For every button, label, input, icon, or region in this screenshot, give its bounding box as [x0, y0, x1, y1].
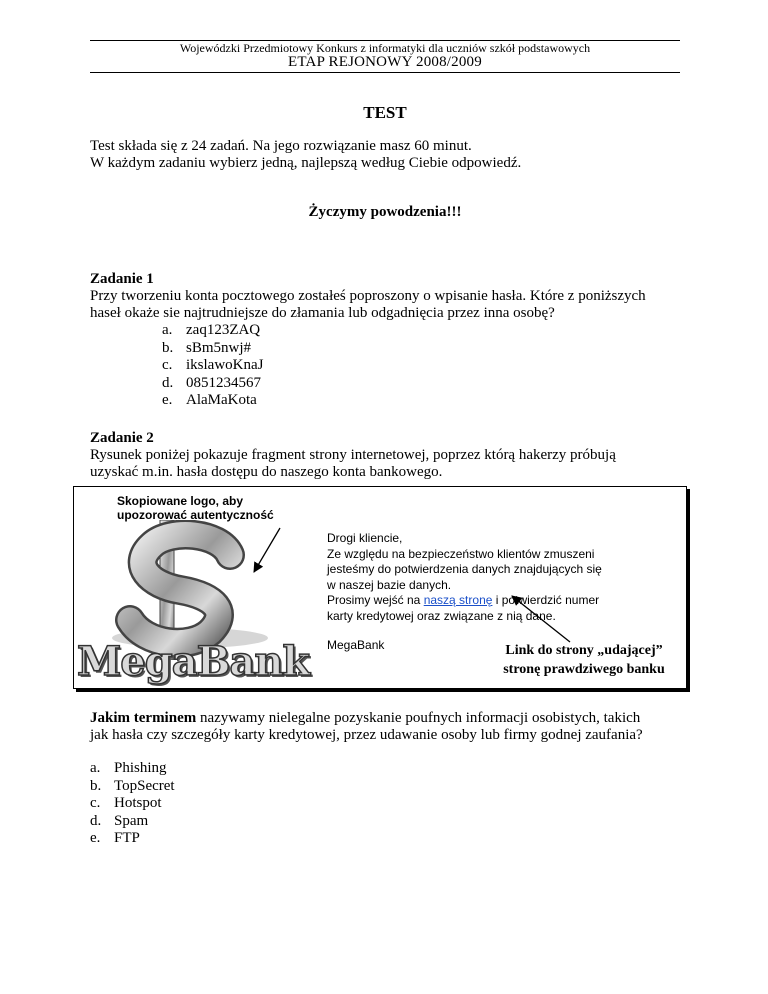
fake-bank-link[interactable]: naszą stronę [423, 593, 493, 607]
callout-arrows [240, 520, 640, 660]
stage-title: ETAP REJONOWY 2008/2009 [288, 54, 482, 70]
task1-option-a[interactable]: a. zaq123ZAQ [162, 322, 261, 338]
task1-options [162, 322, 264, 410]
header-rule-bottom [90, 72, 680, 73]
contest-name: Wojewódzki Przedmiotowy Konkurs z informatyki dla uczniów szkół podstawowych [179, 41, 591, 55]
phishing-email-text: Drogi kliencie, Ze względu na bezpieczeństwo klientów zmuszeni jesteśmy do potwierdzenia danych znajdujących się w naszej bazie danych. Prosimy wejść na naszą stronę i potwierdzić numer karty kredytowej oraz związane z nią dane. MegaBank [327, 531, 602, 652]
email-signature: MegaBank [327, 638, 385, 652]
task1-option-c[interactable]: c. ikslawoKnaJ [162, 357, 264, 373]
task1-question-line-1: Przy tworzeniu konta pocztowego zostałeś poproszony o wpisanie hasła. Które z poniższych [90, 288, 646, 304]
task2-option-b[interactable]: b. TopSecret [90, 777, 175, 794]
task2-option-d[interactable]: d. Spam [90, 812, 149, 829]
callout-fake-link: Link do strony „udającej” stronę prawdziwego banku [503, 643, 665, 677]
task2-option-a[interactable]: a. Phishing [90, 760, 167, 776]
intro-line-1: Test składa się z 24 zadań. Na jego rozwiązanie masz 60 minut. [90, 138, 472, 154]
task2-options [90, 760, 175, 848]
task2-option-c[interactable]: c. Hotspot [90, 795, 162, 811]
callout-copied-logo: Skopiowane logo, aby upozorować autentyczność [117, 494, 274, 522]
good-luck-wish: Życzymy powodzenia!!! [308, 204, 462, 220]
page-title: TEST [363, 103, 407, 122]
intro-line-2: W każdym zadaniu wybierz jedną, najlepszą według Ciebie odpowiedź. [90, 155, 522, 171]
task2-question-line-2: jak hasła czy szczegóły karty kredytowej, przez udawanie osoby lub firmy godnej zaufania? [90, 727, 643, 743]
task2-option-e[interactable]: e. FTP [90, 830, 140, 846]
task2-heading: Zadanie 2 [90, 430, 154, 446]
task1-question-line-2: haseł okaże sie najtrudniejsze do złamania lub odgadnięcia przez inna osobę? [90, 305, 555, 321]
task1-heading: Zadanie 1 [90, 271, 154, 287]
task1-option-b[interactable]: b. sBm5nwj# [162, 339, 252, 356]
task2-intro-line-2: uzyskać m.in. hasła dostępu do naszego konta bankowego. [90, 464, 443, 480]
task1-option-d[interactable]: d. 0851234567 [162, 374, 261, 391]
task2-intro-line-1: Rysunek poniżej pokazuje fragment strony internetowej, poprzez którą hakerzy próbują [90, 447, 616, 463]
task1-option-e[interactable]: e. AlaMaKota [162, 392, 257, 408]
megabank-logo-text: MegaBank [77, 638, 310, 685]
task2-question-line-1: Jakim terminem nazywamy nielegalne pozyskanie poufnych informacji osobistych, takich [90, 710, 641, 726]
